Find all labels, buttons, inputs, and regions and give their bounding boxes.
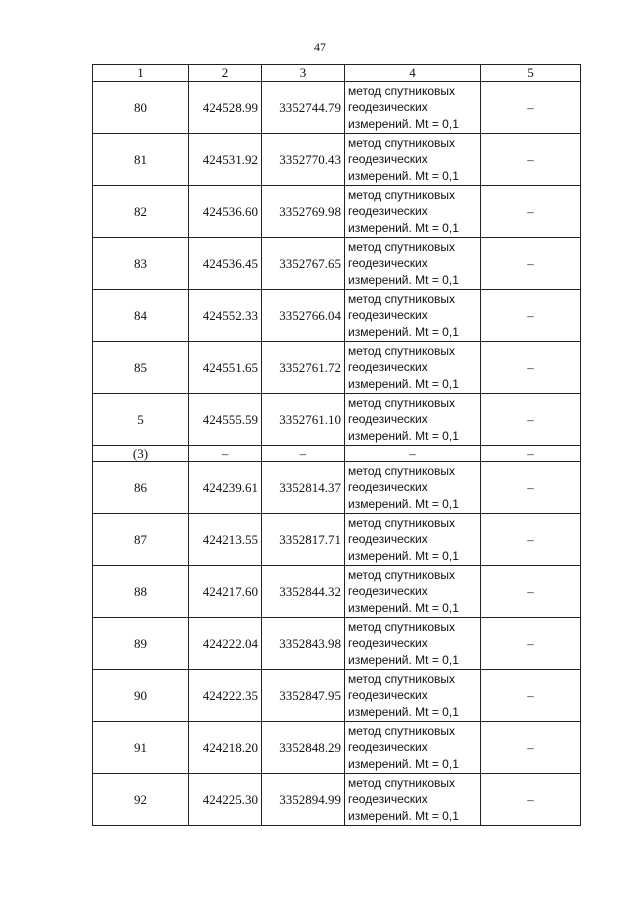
cell-method [345, 342, 481, 394]
table-row [93, 290, 581, 342]
table-row-contour-separator [93, 446, 581, 462]
cell-y: 3352848.29 [262, 722, 345, 774]
method-line: измерений. Mt = 0,1 [348, 220, 459, 235]
cell-note: – [481, 394, 581, 446]
method-line: геодезических [348, 308, 428, 323]
method-line: геодезических [348, 360, 428, 375]
method-line: измерений. Mt = 0,1 [348, 808, 459, 823]
method-line: метод спутниковых [348, 619, 456, 634]
cell-x: 424555.59 [189, 394, 262, 446]
cell-y: 3352769.98 [262, 186, 345, 238]
method-line: геодезических [348, 256, 428, 271]
method-line: измерений. Mt = 0,1 [348, 496, 459, 511]
cell-y: 3352761.72 [262, 342, 345, 394]
cell-point: 81 [93, 134, 189, 186]
cell-note: – [481, 774, 581, 826]
cell-y: 3352761.10 [262, 394, 345, 446]
table-row [93, 342, 581, 394]
cell-x: 424528.99 [189, 82, 262, 134]
method-line: измерений. Mt = 0,1 [348, 428, 459, 443]
method-line: геодезических [348, 100, 428, 115]
table-body-separator [93, 446, 581, 462]
cell-x: 424552.33 [189, 290, 262, 342]
method-line: измерений. Mt = 0,1 [348, 168, 459, 183]
method-line: измерений. Mt = 0,1 [348, 324, 459, 339]
method-line: метод спутниковых [348, 187, 456, 202]
cell-y: 3352847.95 [262, 670, 345, 722]
cell-point: 85 [93, 342, 189, 394]
cell-x: 424225.30 [189, 774, 262, 826]
cell-point: 86 [93, 462, 189, 514]
cell-y: 3352894.99 [262, 774, 345, 826]
method-line: геодезических [348, 480, 428, 495]
cell-method [345, 618, 481, 670]
cell-y: – [262, 446, 345, 462]
cell-method [345, 186, 481, 238]
cell-method [345, 722, 481, 774]
cell-y: 3352814.37 [262, 462, 345, 514]
page-number: 47 [314, 40, 326, 54]
cell-point: 92 [93, 774, 189, 826]
cell-note: – [481, 342, 581, 394]
method-line: геодезических [348, 584, 428, 599]
cell-method [345, 566, 481, 618]
table-row [93, 774, 581, 826]
method-line: измерений. Mt = 0,1 [348, 548, 459, 563]
table-row [93, 514, 581, 566]
method-line: метод спутниковых [348, 135, 456, 150]
cell-y: 3352844.32 [262, 566, 345, 618]
cell-point: 83 [93, 238, 189, 290]
cell-x: 424536.45 [189, 238, 262, 290]
column-header: 1 [93, 65, 189, 82]
cell-x: 424222.04 [189, 618, 262, 670]
cell-point: 82 [93, 186, 189, 238]
column-header: 5 [481, 65, 581, 82]
column-header: 4 [345, 65, 481, 82]
cell-method [345, 394, 481, 446]
cell-note: – [481, 290, 581, 342]
cell-x: 424217.60 [189, 566, 262, 618]
cell-point: 90 [93, 670, 189, 722]
cell-point: 80 [93, 82, 189, 134]
method-line: метод спутниковых [348, 463, 456, 478]
table-body-section-1 [93, 82, 581, 446]
cell-point: 88 [93, 566, 189, 618]
cell-method [345, 774, 481, 826]
cell-y: 3352744.79 [262, 82, 345, 134]
table-row [93, 134, 581, 186]
table-body-section-2 [93, 462, 581, 826]
table-row [93, 82, 581, 134]
cell-note: – [481, 134, 581, 186]
cell-y: 3352767.65 [262, 238, 345, 290]
column-header: 2 [189, 65, 262, 82]
method-line: геодезических [348, 792, 428, 807]
cell-x: 424536.60 [189, 186, 262, 238]
cell-y: 3352770.43 [262, 134, 345, 186]
method-line: метод спутниковых [348, 723, 456, 738]
method-line: измерений. Mt = 0,1 [348, 704, 459, 719]
cell-note: – [481, 566, 581, 618]
cell-method: – [345, 446, 481, 462]
table-row [93, 186, 581, 238]
cell-method [345, 82, 481, 134]
cell-note: – [481, 670, 581, 722]
cell-note: – [481, 514, 581, 566]
method-line: геодезических [348, 688, 428, 703]
method-line: метод спутниковых [348, 239, 456, 254]
cell-note: – [481, 186, 581, 238]
method-line: метод спутниковых [348, 567, 456, 582]
method-line: геодезических [348, 204, 428, 219]
table-row [93, 394, 581, 446]
method-line: геодезических [348, 532, 428, 547]
cell-point: 84 [93, 290, 189, 342]
table-row [93, 618, 581, 670]
method-line: измерений. Mt = 0,1 [348, 116, 459, 131]
method-line: измерений. Mt = 0,1 [348, 756, 459, 771]
cell-note: – [481, 446, 581, 462]
table-row [93, 566, 581, 618]
cell-x: – [189, 446, 262, 462]
cell-x: 424531.92 [189, 134, 262, 186]
cell-note: – [481, 722, 581, 774]
table-row [93, 238, 581, 290]
cell-method [345, 238, 481, 290]
method-line: измерений. Mt = 0,1 [348, 600, 459, 615]
cell-point: 5 [93, 394, 189, 446]
cell-y: 3352766.04 [262, 290, 345, 342]
method-line: геодезических [348, 740, 428, 755]
method-line: метод спутниковых [348, 83, 456, 98]
method-line: геодезических [348, 412, 428, 427]
cell-y: 3352817.71 [262, 514, 345, 566]
cell-x: 424218.20 [189, 722, 262, 774]
cell-x: 424551.65 [189, 342, 262, 394]
cell-note: – [481, 238, 581, 290]
method-line: измерений. Mt = 0,1 [348, 652, 459, 667]
method-line: метод спутниковых [348, 671, 456, 686]
cell-method [345, 514, 481, 566]
table-row [93, 462, 581, 514]
method-line: геодезических [348, 152, 428, 167]
cell-x: 424222.35 [189, 670, 262, 722]
cell-point: (3) [93, 446, 189, 462]
method-line: метод спутниковых [348, 395, 456, 410]
method-line: геодезических [348, 636, 428, 651]
table-header-row [93, 65, 581, 82]
cell-method [345, 670, 481, 722]
coordinates-table [92, 64, 581, 826]
cell-point: 91 [93, 722, 189, 774]
cell-method [345, 134, 481, 186]
column-header: 3 [262, 65, 345, 82]
cell-y: 3352843.98 [262, 618, 345, 670]
table-row [93, 722, 581, 774]
cell-point: 87 [93, 514, 189, 566]
method-line: метод спутниковых [348, 343, 456, 358]
cell-note: – [481, 462, 581, 514]
cell-note: – [481, 618, 581, 670]
cell-point: 89 [93, 618, 189, 670]
method-line: измерений. Mt = 0,1 [348, 376, 459, 391]
method-line: метод спутниковых [348, 291, 456, 306]
cell-method [345, 290, 481, 342]
method-line: измерений. Mt = 0,1 [348, 272, 459, 287]
method-line: метод спутниковых [348, 775, 456, 790]
cell-method [345, 462, 481, 514]
method-line: метод спутниковых [348, 515, 456, 530]
cell-x: 424239.61 [189, 462, 262, 514]
table-row [93, 670, 581, 722]
cell-note: – [481, 82, 581, 134]
cell-x: 424213.55 [189, 514, 262, 566]
